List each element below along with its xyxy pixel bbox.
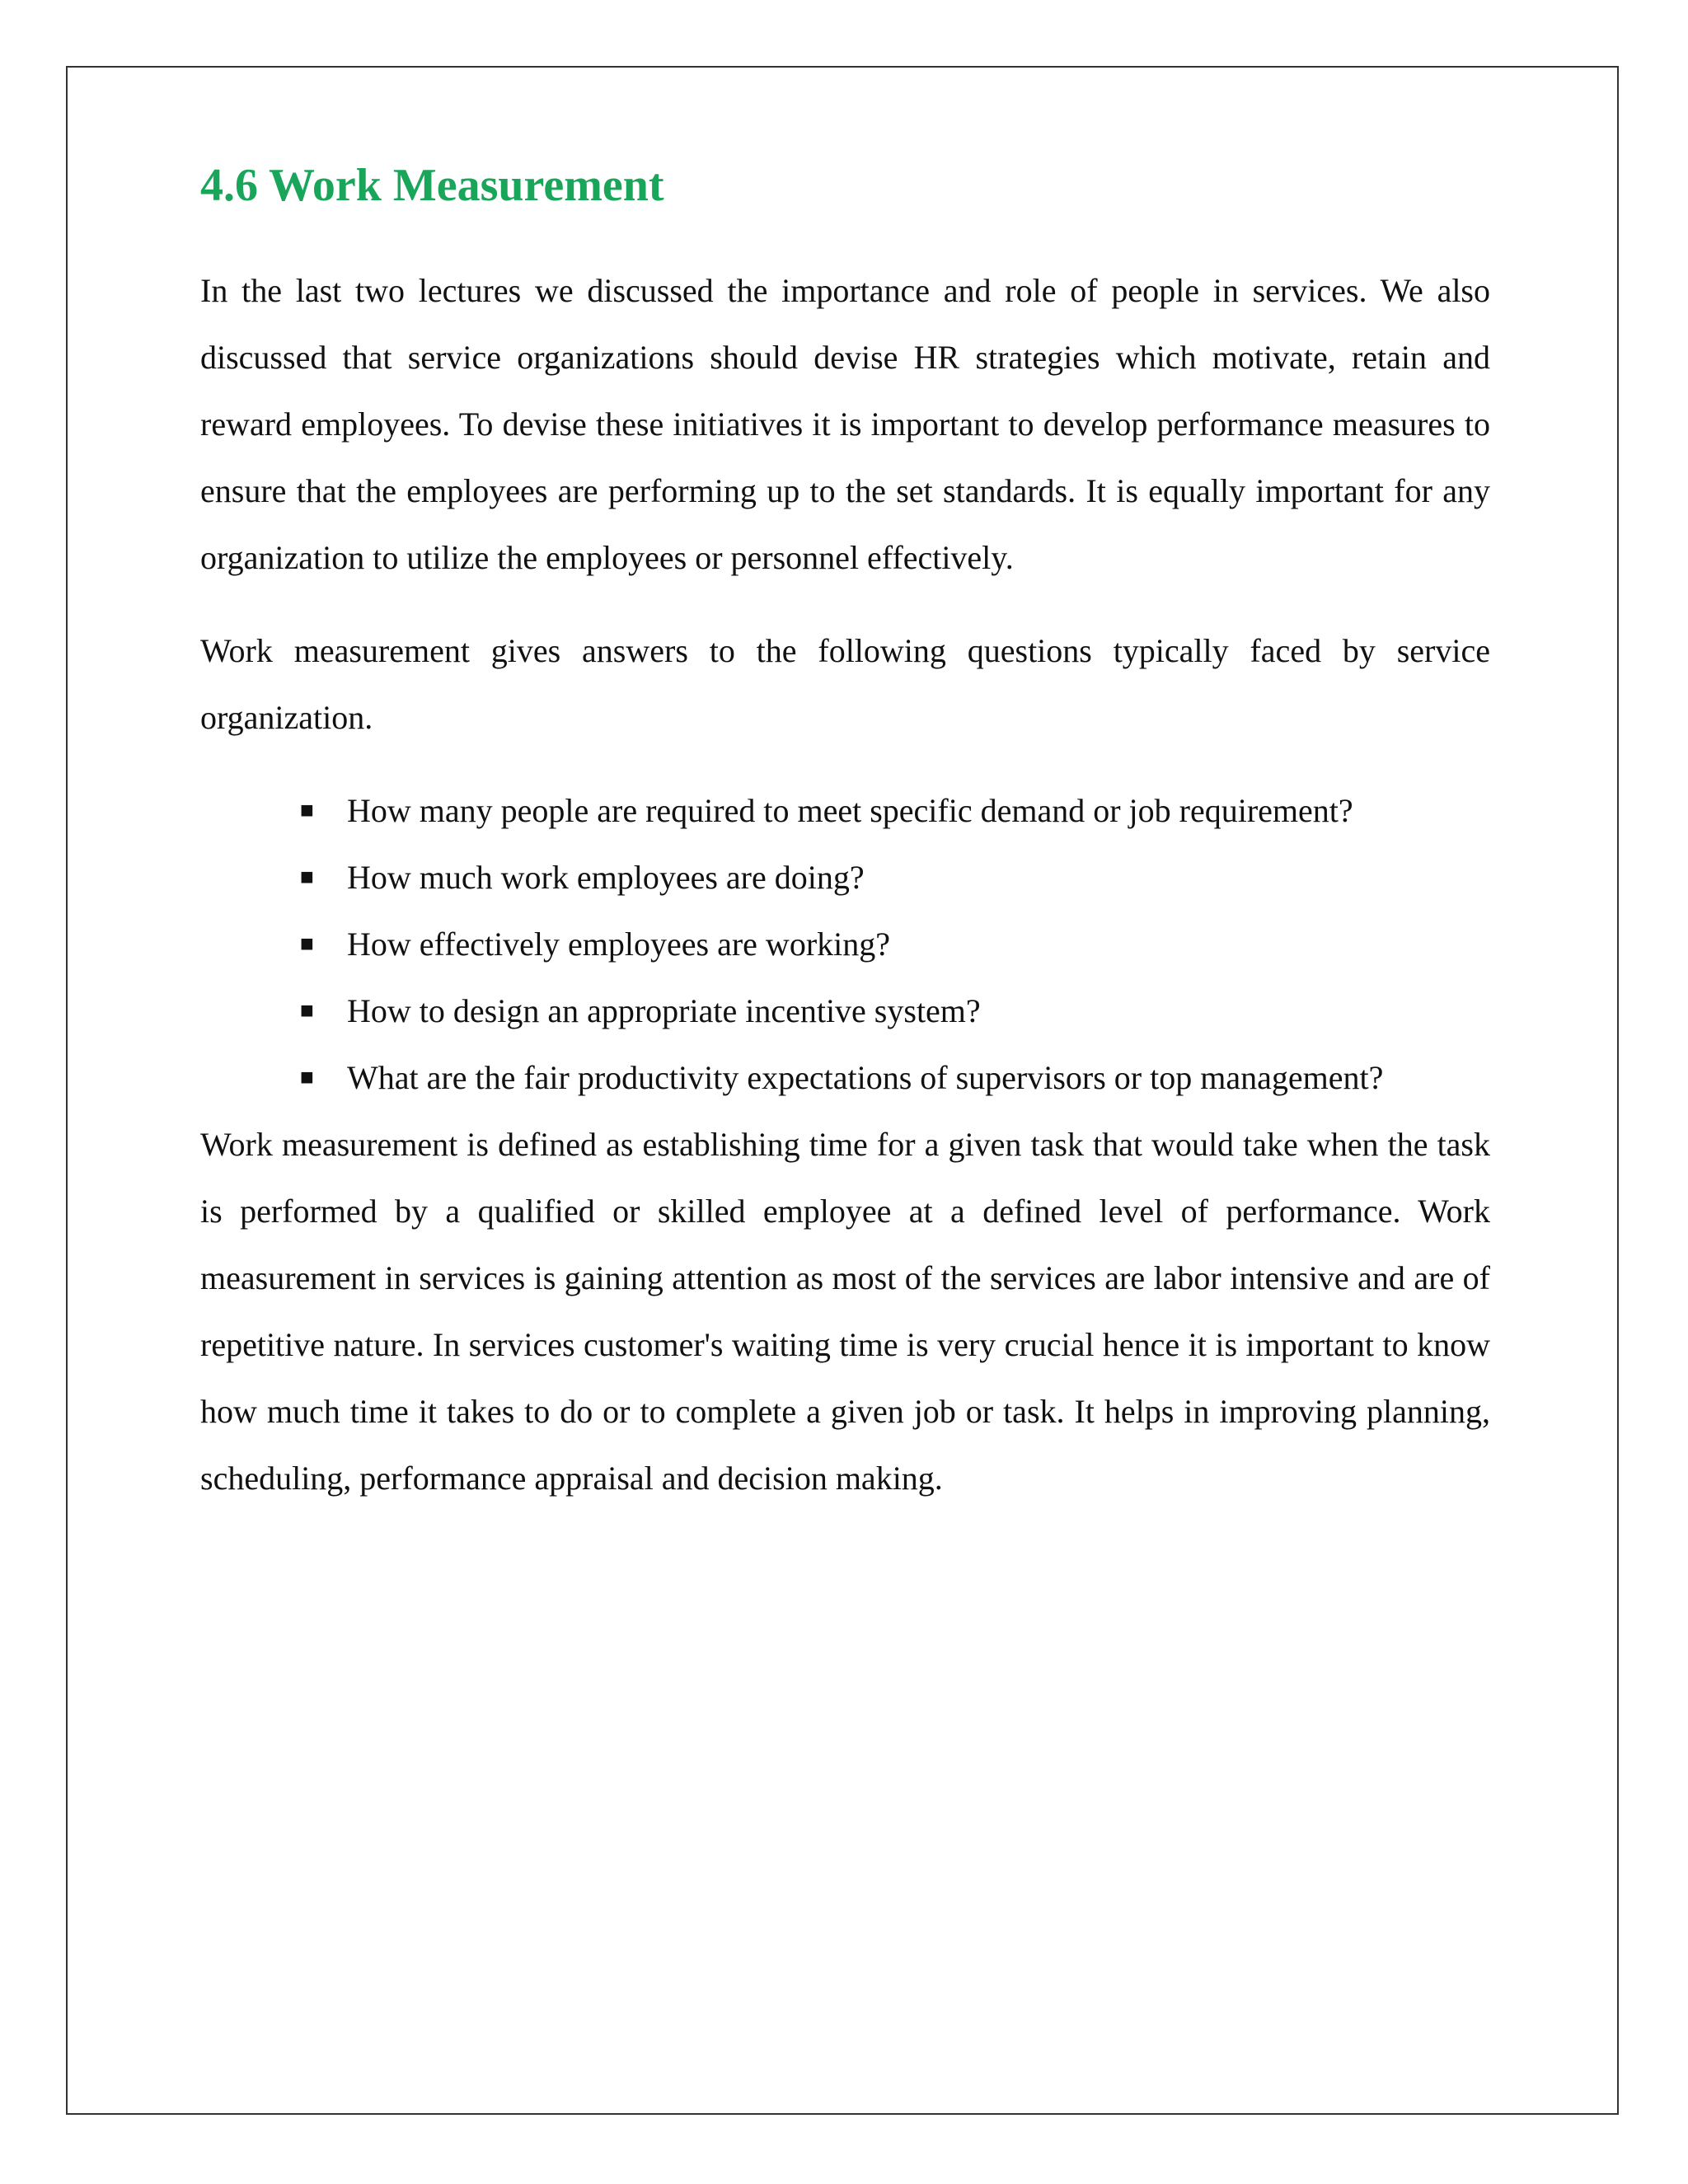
questions-list — [200, 777, 1490, 1111]
square-bullet-icon: ■ — [300, 865, 314, 890]
square-bullet-icon: ■ — [300, 798, 314, 823]
section-heading: 4.6 Work Measurement — [200, 160, 664, 211]
list-item — [300, 844, 1490, 911]
square-bullet-icon: ■ — [300, 998, 314, 1024]
document-body — [200, 157, 1490, 1511]
list-item-text: How to design an appropriate incentive system? — [347, 992, 981, 1029]
list-item — [300, 911, 1490, 977]
list-item — [300, 777, 1490, 844]
list-item — [300, 977, 1490, 1044]
square-bullet-icon: ■ — [300, 931, 314, 957]
list-item-text: How much work employees are doing? — [347, 859, 865, 896]
list-item — [300, 1044, 1490, 1111]
intro-paragraph: In the last two lectures we discussed the importance and role of people in services. We also discussed that service organizations should devise HR strategies which motivate, retain and reward employees. To devise these initiatives it is important to develop performance measures to ensure that the employees are performing up to the set standards. It is equally important for any organization to utilize the employees or personnel effectively. — [200, 272, 1490, 576]
list-item-text: How effectively employees are working? — [347, 926, 891, 963]
list-item-text: What are the fair productivity expectations of supervisors or top management? — [347, 1059, 1384, 1096]
square-bullet-icon: ■ — [300, 1065, 314, 1090]
questions-lead-paragraph: Work measurement gives answers to the following questions typically faced by service organization. — [200, 632, 1490, 736]
list-item-text: How many people are required to meet specific demand or job requirement? — [347, 792, 1353, 829]
definition-paragraph: Work measurement is defined as establishing time for a given task that would take when the task is performed by a qualified or skilled employee at a defined level of performance. Work measurement in services is gaining attention as most of the services are labor intensive and are of repetitive nature. In services customer's waiting time is very crucial hence it is important to know how much time it takes to do or to complete a given job or task. It helps in improving planning, scheduling, performance appraisal and decision making. — [200, 1126, 1490, 1497]
